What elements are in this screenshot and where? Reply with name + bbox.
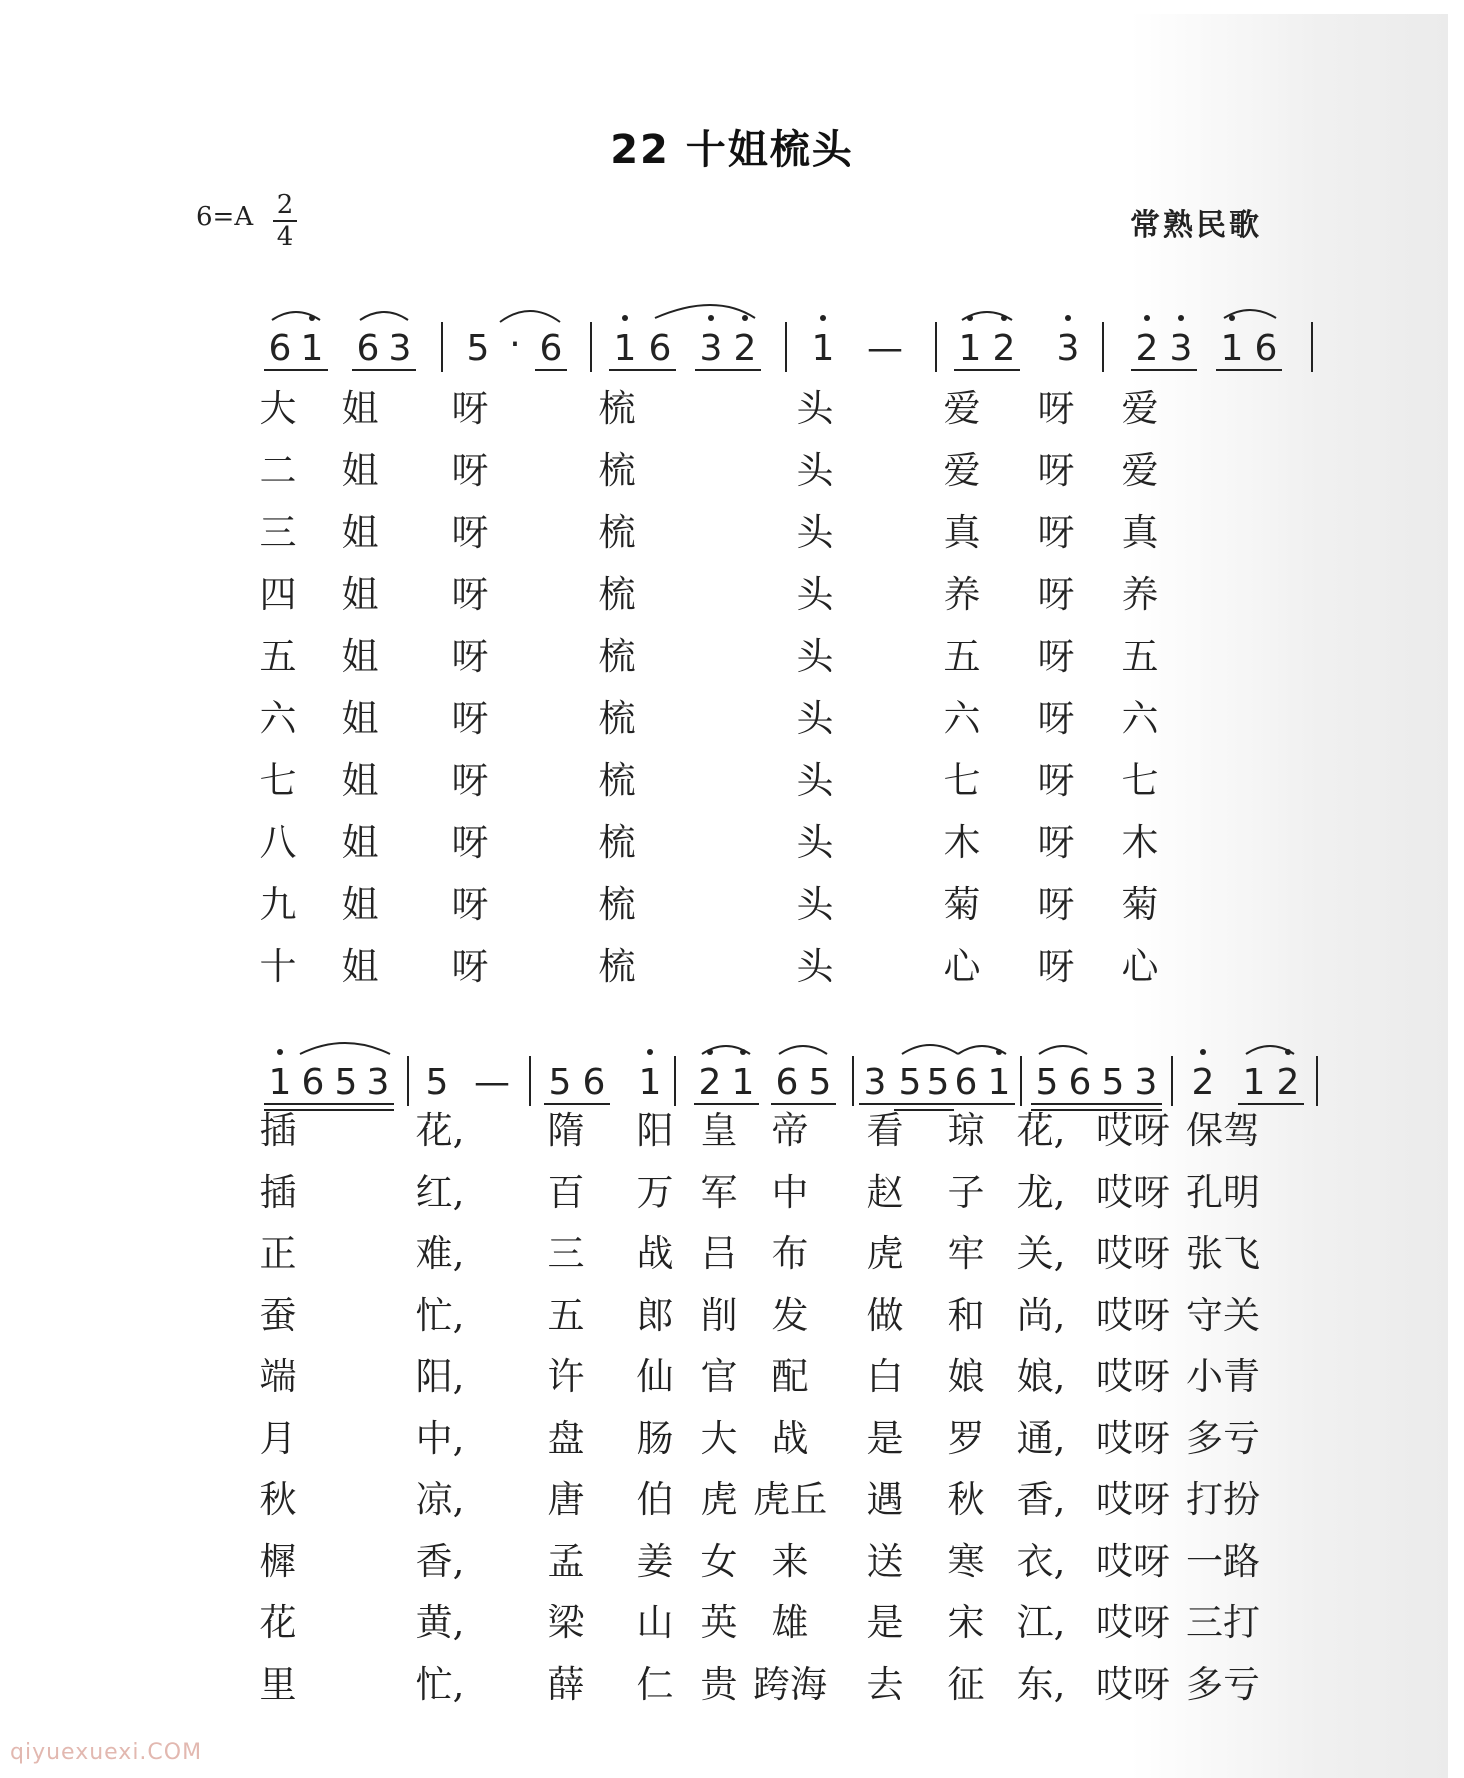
verse1-lyric: 呀 — [1037, 635, 1075, 678]
verse2-lyric: 盘 — [547, 1416, 585, 1460]
verse2-lyric: 香, — [415, 1539, 465, 1583]
verse2-lyric: 郎 — [636, 1293, 674, 1337]
verse1-lyric: 真 — [1121, 511, 1159, 554]
verse1-lyric: 五 — [259, 635, 297, 678]
note: 3 — [1169, 328, 1193, 369]
verse1-lyric: 四 — [259, 573, 297, 616]
verse2-lyric: 阳 — [636, 1109, 674, 1152]
note: 5 — [548, 1062, 572, 1103]
verse1-lyric: 八 — [259, 821, 297, 864]
score-line-2 — [264, 1043, 1317, 1110]
verse2-lyric: 哎呀 — [1096, 1416, 1170, 1460]
note: 3 — [699, 328, 723, 369]
note: 1 — [613, 328, 637, 369]
verse2-lyric: 帝 — [771, 1109, 809, 1152]
verse2-lyric: 是 — [866, 1601, 904, 1644]
verse2-lyric: 哎呀 — [1096, 1478, 1170, 1521]
verse1-lyric: 呀 — [451, 697, 489, 740]
verse2-lyric: 多亏 — [1186, 1662, 1260, 1706]
verse1-lyric: 十 — [259, 945, 297, 988]
verse2-lyric: 许 — [547, 1355, 585, 1398]
verse2-lyric: 月 — [259, 1416, 297, 1460]
verse2-lyric: 宋 — [947, 1601, 985, 1644]
verse2-lyric: 打扮 — [1186, 1478, 1260, 1521]
verse2-lyric: 吕 — [700, 1232, 738, 1275]
verse2-lyric: 哎呀 — [1096, 1662, 1170, 1706]
verse2-lyric: 战 — [771, 1416, 809, 1460]
verse1-lyric: 头 — [796, 573, 834, 616]
verse2-lyric: 送 — [866, 1539, 904, 1583]
verse2-lyric: 虎丘 — [753, 1478, 827, 1521]
verse1-lyric: 木 — [1121, 821, 1159, 864]
verse1-lyric: 爱 — [1121, 449, 1159, 492]
verse1-lyric: 呀 — [1037, 387, 1075, 430]
verse2-lyric: 官 — [700, 1355, 738, 1398]
verse1-lyric: 真 — [943, 511, 981, 554]
note: 2 — [992, 328, 1016, 369]
verse1-lyric: 呀 — [451, 635, 489, 678]
verse1-lyric: 梳 — [598, 635, 636, 678]
note: — — [867, 328, 903, 369]
verse1-lyric: 呀 — [1037, 511, 1075, 554]
time-signature-denominator: 4 — [276, 222, 294, 252]
verse2-lyric: 黄, — [415, 1601, 465, 1644]
note: 6 — [356, 328, 380, 369]
verse2-lyric: 隋 — [547, 1109, 585, 1152]
verse1-lyric: 菊 — [1121, 883, 1159, 926]
verse2-lyric: 英 — [700, 1601, 738, 1644]
verse2-lyric: 衣, — [1016, 1539, 1066, 1583]
note: 2 — [733, 328, 757, 369]
verse2-lyric: 通, — [1016, 1416, 1066, 1460]
note: 1 — [268, 1062, 292, 1103]
verse2-lyric: 一路 — [1186, 1539, 1260, 1583]
note: 1 — [1242, 1062, 1266, 1103]
note: 2 — [1135, 328, 1159, 369]
verse2-lyric: 哎呀 — [1096, 1355, 1170, 1398]
verse1-lyric: 呀 — [451, 821, 489, 864]
note: 6 — [268, 328, 292, 369]
verse1-lyric: 呀 — [1037, 759, 1075, 802]
verse2-lyric: 哎呀 — [1096, 1170, 1170, 1214]
verse2-lyric: 肠 — [636, 1416, 674, 1460]
verse2-lyric: 龙, — [1016, 1170, 1066, 1214]
verse1-lyric: 头 — [796, 821, 834, 864]
verse2-lyric: 保驾 — [1186, 1109, 1260, 1152]
verse1-lyric: 梳 — [598, 573, 636, 616]
verse2-lyric: 小青 — [1186, 1355, 1260, 1398]
verse2-lyric: 大 — [700, 1416, 738, 1460]
verse1-lyric: 呀 — [451, 573, 489, 616]
verse1-lyric: 木 — [943, 821, 981, 864]
verse2-lyric: 削 — [700, 1293, 738, 1337]
verse2-lyric: 皇 — [700, 1109, 738, 1152]
verse2-lyric: 征 — [947, 1662, 985, 1706]
verse1-lyric: 梳 — [598, 945, 636, 988]
verse1-lyric: 七 — [943, 759, 981, 802]
verse2-lyric: 白 — [866, 1355, 904, 1398]
verse1-lyric: 姐 — [341, 635, 379, 678]
verse2-lyric: 虎 — [866, 1232, 904, 1275]
verse1-lyric: 养 — [943, 573, 981, 616]
verse2-lyric: 伯 — [636, 1478, 674, 1521]
verse1-lyric: 大 — [259, 387, 297, 430]
verse2-lyric: 孔明 — [1186, 1170, 1260, 1214]
verse2-lyric: 仁 — [636, 1662, 674, 1706]
note: 1 — [987, 1062, 1011, 1103]
verse1-lyric: 姐 — [341, 821, 379, 864]
note: 5 — [466, 328, 490, 369]
verse1-lyric: 心 — [1121, 945, 1159, 988]
verse1-lyric: 呀 — [451, 511, 489, 554]
verse1-lyric: 六 — [259, 697, 297, 740]
verse2-lyric: 守关 — [1186, 1293, 1260, 1337]
verse2-lyric: 唐 — [547, 1478, 585, 1521]
verse2-lyric: 哎呀 — [1096, 1109, 1170, 1152]
verse2-lyric: 香, — [1016, 1478, 1066, 1521]
verse2-lyric: 忙, — [415, 1293, 465, 1337]
verse1-lyric: 头 — [796, 697, 834, 740]
note: 5 — [926, 1062, 950, 1103]
verse2-lyric: 蚕 — [259, 1293, 297, 1337]
verse2-lyric: 虎 — [700, 1478, 738, 1521]
verse1-lyric: 头 — [796, 449, 834, 492]
verse1-lyric: 呀 — [451, 759, 489, 802]
note: 3 — [863, 1062, 887, 1103]
note: 6 — [539, 328, 563, 369]
verse2-lyric: 五 — [547, 1293, 585, 1337]
verse2-lyric: 哎呀 — [1096, 1601, 1170, 1644]
verse2-lyric: 樨 — [259, 1539, 297, 1583]
verse2-lyric: 插 — [259, 1170, 297, 1214]
verse2-lyric: 阳, — [415, 1355, 465, 1398]
verse1-lyric: 头 — [796, 945, 834, 988]
note: 3 — [1056, 328, 1080, 369]
verse1-lyric: 梳 — [598, 697, 636, 740]
verse1-lyric: 菊 — [943, 883, 981, 926]
verse2-lyric: 正 — [259, 1232, 297, 1275]
verse1-lyric: 姐 — [341, 449, 379, 492]
note: 5 — [1035, 1062, 1059, 1103]
verse2-lyric: 子 — [947, 1170, 985, 1214]
verse1-lyric: 头 — [796, 883, 834, 926]
verse1-lyric: 头 — [796, 511, 834, 554]
verse1-lyric: 姐 — [341, 759, 379, 802]
verse1-lyric: 头 — [796, 759, 834, 802]
verse1-lyric: 姐 — [341, 387, 379, 430]
verse2-lyric: 薛 — [547, 1662, 585, 1706]
verse2-lyric: 孟 — [547, 1539, 585, 1583]
note: 1 — [638, 1062, 662, 1103]
note: 2 — [1276, 1062, 1300, 1103]
verse1-lyric: 头 — [796, 635, 834, 678]
verse2-lyric: 江, — [1016, 1601, 1066, 1644]
verse2-lyric: 姜 — [636, 1539, 674, 1583]
verse1-lyric: 三 — [259, 511, 297, 554]
verse2-lyric: 牢 — [947, 1232, 985, 1275]
verse1-lyric: 呀 — [451, 883, 489, 926]
verse2-lyric: 秋 — [259, 1478, 297, 1521]
verse1-lyric: 呀 — [1037, 821, 1075, 864]
note: 6 — [301, 1062, 325, 1103]
verse1-lyric: 姐 — [341, 883, 379, 926]
verse2-lyric: 贵 — [700, 1662, 738, 1706]
verse1-lyric: 姐 — [341, 511, 379, 554]
verse2-lyric: 战 — [636, 1232, 674, 1275]
verse2-lyric: 发 — [771, 1293, 809, 1337]
verse2-lyric: 去 — [866, 1662, 904, 1706]
verse2-lyric: 哎呀 — [1096, 1539, 1170, 1583]
verse2-lyric: 凉, — [415, 1478, 465, 1521]
note: 6 — [582, 1062, 606, 1103]
verse2-lyric: 赵 — [866, 1170, 904, 1214]
note: 1 — [300, 328, 324, 369]
verse2-lyric: 做 — [866, 1293, 904, 1337]
verse1-lyric: 爱 — [943, 449, 981, 492]
verse2-lyric: 秋 — [947, 1478, 985, 1521]
verse1-lyric: 七 — [259, 759, 297, 802]
verse2-lyric: 忙, — [415, 1662, 465, 1706]
note: 2 — [1191, 1062, 1215, 1103]
note: 6 — [1254, 328, 1278, 369]
site-watermark: qiyuexuexi.COM — [10, 1740, 203, 1765]
verse2-lyric: 三 — [547, 1232, 585, 1275]
verse2-lyric: 配 — [771, 1355, 809, 1398]
song-title: 22 十姐梳头 — [610, 127, 854, 173]
verse2-lyric: 雄 — [771, 1601, 809, 1644]
verse1-lyric: 姐 — [341, 573, 379, 616]
verse1-lyric: 呀 — [1037, 697, 1075, 740]
verse2-lyric: 哎呀 — [1096, 1293, 1170, 1337]
verse1-lyric: 梳 — [598, 449, 636, 492]
verse1-lyric: 梳 — [598, 511, 636, 554]
note: 1 — [811, 328, 835, 369]
verse2-lyric: 关, — [1016, 1232, 1066, 1275]
verse2-lyric: 红, — [415, 1170, 465, 1214]
verse1-lyric: 梳 — [598, 387, 636, 430]
time-signature-numerator: 2 — [276, 190, 294, 220]
verse2-lyric: 布 — [771, 1232, 809, 1275]
verse1-lyric: 呀 — [1037, 449, 1075, 492]
verse2-lyric: 百 — [547, 1170, 585, 1214]
verse2-lyric: 来 — [771, 1539, 809, 1583]
verse1-lyric: 梳 — [598, 821, 636, 864]
note: 5 — [898, 1062, 922, 1103]
verse1-lyric: 梳 — [598, 759, 636, 802]
note: 1 — [958, 328, 982, 369]
verse2-lyric: 插 — [259, 1109, 297, 1152]
note: 5 — [425, 1062, 449, 1103]
verse2-lyric: 娘, — [1016, 1355, 1066, 1398]
verse1-lyric: 呀 — [451, 387, 489, 430]
verse1-lyric: 呀 — [1037, 883, 1075, 926]
note: 5 — [1101, 1062, 1125, 1103]
verse2-lyric: 仙 — [636, 1355, 674, 1398]
verse1-lyric: 呀 — [1037, 573, 1075, 616]
verse1-lyric: 呀 — [451, 449, 489, 492]
verse1-lyric: 爱 — [1121, 387, 1159, 430]
verse2-lyric: 中 — [771, 1170, 809, 1214]
verse1-lyric: 六 — [943, 697, 981, 740]
verse2-lyric: 难, — [415, 1232, 465, 1275]
verse1-lyric: 头 — [796, 387, 834, 430]
verse1-lyric: 梳 — [598, 883, 636, 926]
verse2-lyric: 遇 — [866, 1478, 904, 1521]
verse1-lyric: 姐 — [341, 697, 379, 740]
verse2-lyric: 三打 — [1186, 1601, 1260, 1644]
verse2-lyric: 女 — [700, 1539, 738, 1583]
verse2-lyric: 花, — [1016, 1109, 1066, 1152]
verse2-lyric: 尚, — [1016, 1293, 1066, 1337]
note: 3 — [366, 1062, 390, 1103]
note: 6 — [775, 1062, 799, 1103]
verse2-lyric: 梁 — [547, 1601, 585, 1644]
verse2-lyric: 中, — [415, 1416, 465, 1460]
verse1-lyric: 二 — [259, 449, 297, 492]
verse2-lyric: 看 — [866, 1109, 904, 1152]
note: 1 — [1220, 328, 1244, 369]
verse1-lyric: 七 — [1121, 759, 1159, 802]
verse1-lyric: 爱 — [943, 387, 981, 430]
verse2-lyric: 娘 — [947, 1355, 985, 1398]
note: 6 — [1068, 1062, 1092, 1103]
verse2-lyric: 哎呀 — [1096, 1232, 1170, 1275]
verse1-lyric: 呀 — [451, 945, 489, 988]
verse2-lyric: 里 — [259, 1662, 297, 1706]
verse2-lyric: 罗 — [947, 1416, 985, 1460]
note: 1 — [731, 1062, 755, 1103]
note: 6 — [954, 1062, 978, 1103]
note: — — [474, 1062, 510, 1103]
verse2-lyric: 东, — [1016, 1662, 1066, 1706]
verse1-lyric: 九 — [259, 883, 297, 926]
note: 6 — [648, 328, 672, 369]
verse2-lyric: 万 — [636, 1170, 674, 1214]
composer-credit: 常熟民歌 — [1130, 208, 1262, 243]
verse2-lyric: 跨海 — [753, 1662, 827, 1706]
verse1-lyric: 六 — [1121, 697, 1159, 740]
key-signature: 6=A — [196, 202, 254, 232]
score-line-1 — [264, 305, 1312, 372]
verse2-lyric: 花 — [259, 1601, 297, 1644]
verse2-lyric: 和 — [947, 1293, 985, 1337]
verse2-lyric: 多亏 — [1186, 1416, 1260, 1460]
verse2-lyric: 张飞 — [1186, 1232, 1260, 1275]
verse2-lyric: 是 — [866, 1416, 904, 1460]
verse1-lyric: 五 — [943, 635, 981, 678]
note: 3 — [1134, 1062, 1158, 1103]
note: 5 — [808, 1062, 832, 1103]
verse1-lyric: 心 — [943, 945, 981, 988]
note: 2 — [698, 1062, 722, 1103]
note: 5 — [334, 1062, 358, 1103]
note: · — [509, 324, 521, 365]
verse2-lyric: 琼 — [947, 1109, 985, 1152]
verse1-lyric: 养 — [1121, 573, 1159, 616]
verse1-lyric: 呀 — [1037, 945, 1075, 988]
verse2-lyric: 寒 — [947, 1539, 985, 1583]
verse2-lyric: 花, — [415, 1109, 465, 1152]
verse2-lyric: 山 — [636, 1601, 674, 1644]
note: 3 — [388, 328, 412, 369]
verse1-lyric: 五 — [1121, 635, 1159, 678]
verse2-lyric: 军 — [700, 1170, 738, 1214]
verse2-lyric: 端 — [259, 1355, 297, 1398]
verse1-lyric: 姐 — [341, 945, 379, 988]
